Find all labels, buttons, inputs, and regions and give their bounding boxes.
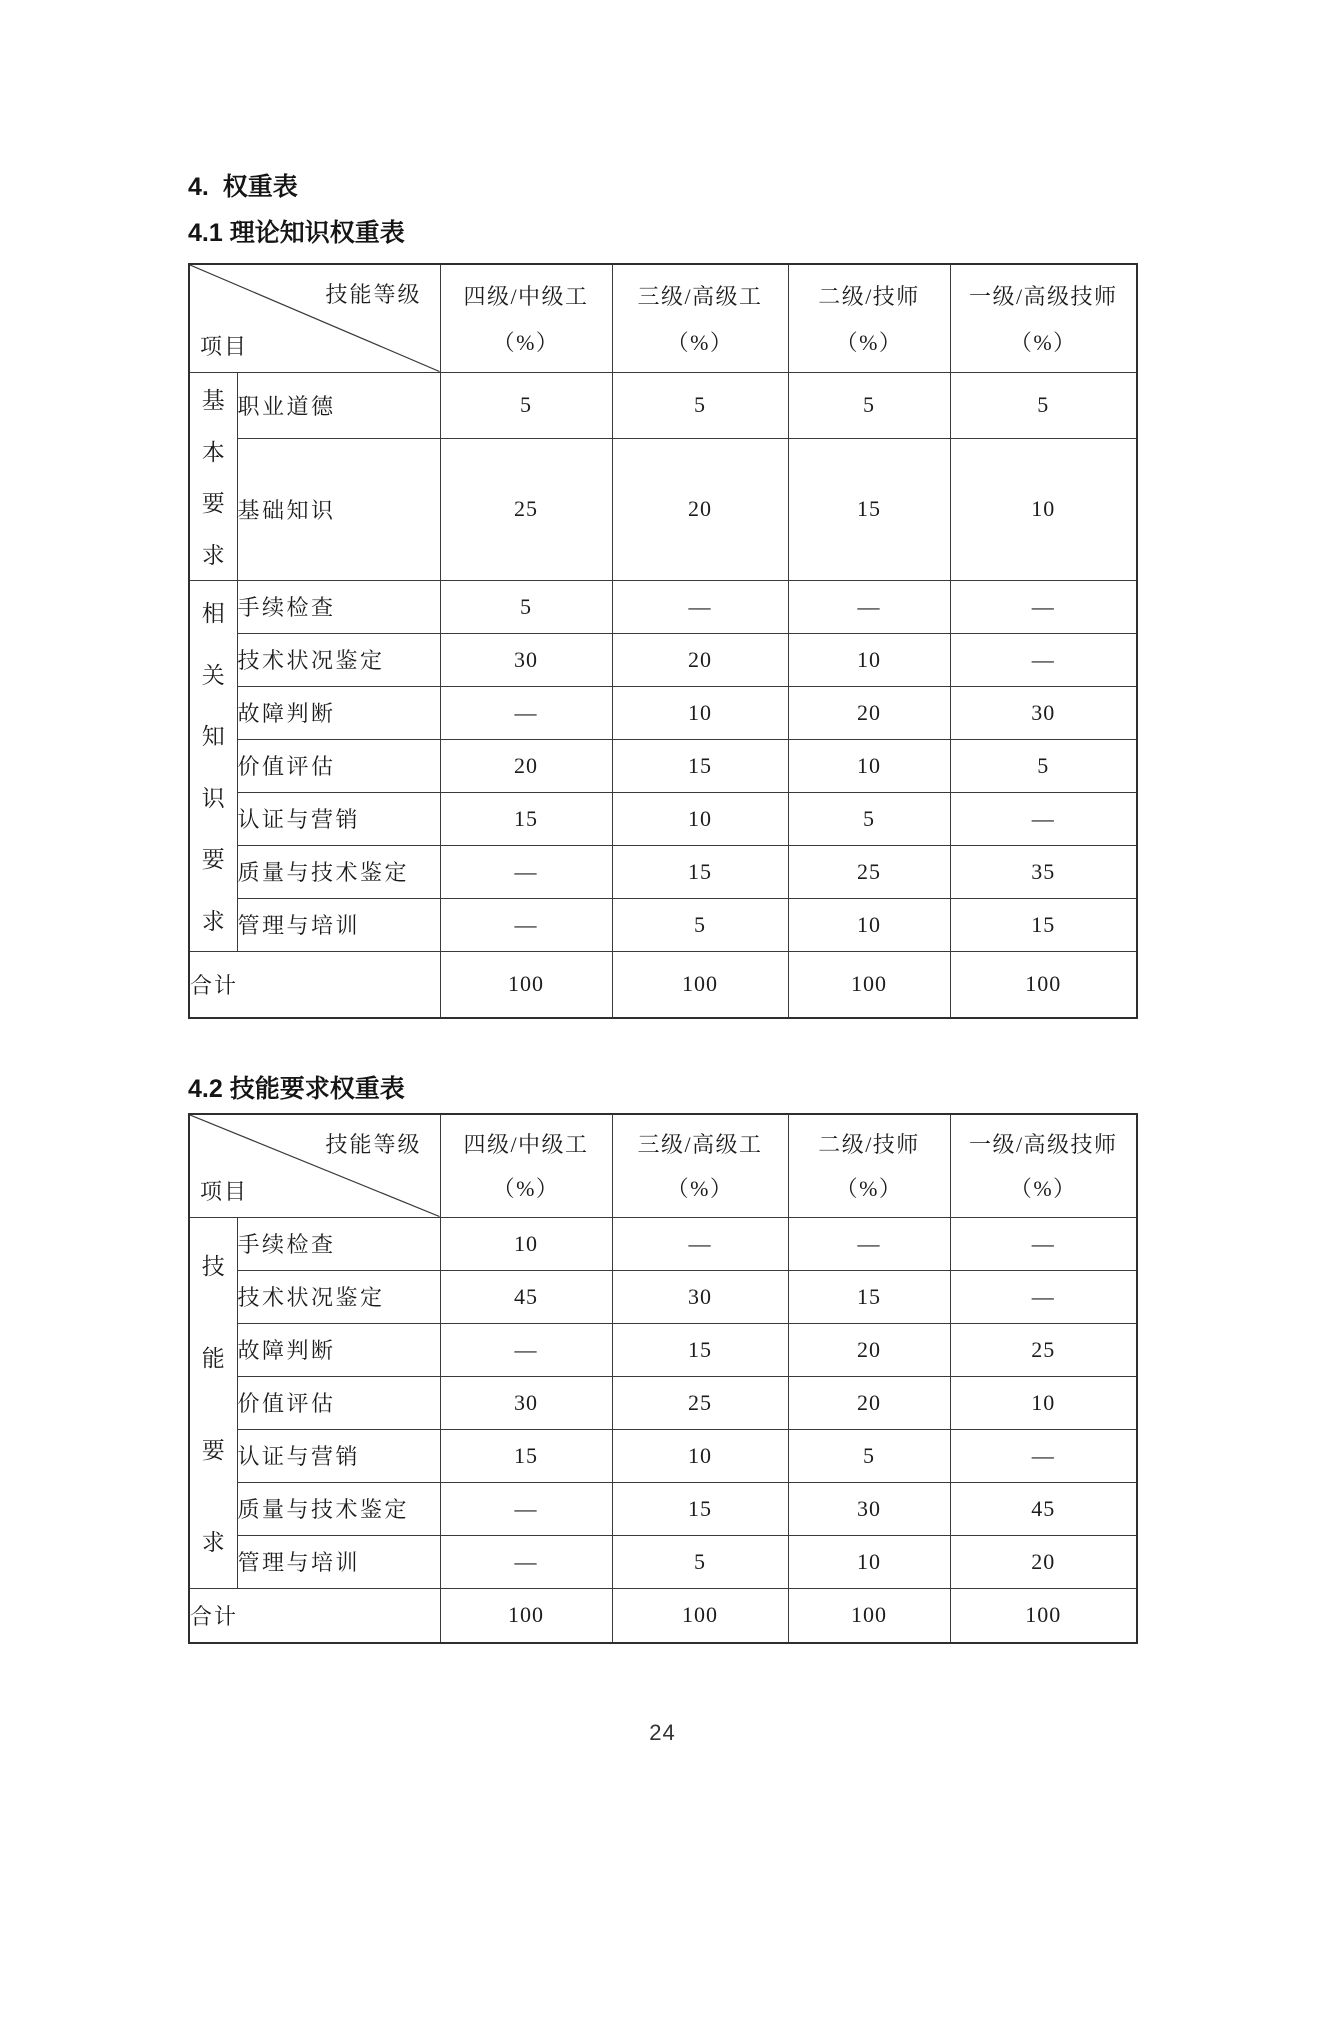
value-cell: 10 — [950, 1376, 1137, 1429]
value-cell: — — [440, 898, 612, 951]
column-unit: （%） — [492, 1176, 560, 1202]
table-row — [189, 739, 1137, 792]
column-name: 一级/高级技师 — [968, 283, 1118, 309]
group-label-skill-requirements: 技 能 要 求 — [189, 1217, 237, 1588]
value-cell: — — [950, 1270, 1137, 1323]
corner-label-skill-level: 技能等级 — [325, 1132, 422, 1157]
column-name: 四级/中级工 — [463, 283, 589, 309]
value-cell: 5 — [612, 898, 788, 951]
column-unit: （%） — [666, 329, 734, 355]
group-label-related-knowledge: 相 关 知 识 要 求 — [189, 580, 237, 951]
table-row — [189, 792, 1137, 845]
value-cell: 15 — [788, 1270, 950, 1323]
column-unit: （%） — [666, 1176, 734, 1202]
value-cell: 20 — [788, 1323, 950, 1376]
group-label-basic-requirements: 基 本 要 求 — [189, 372, 237, 580]
corner-label-item: 项目 — [200, 1178, 249, 1204]
value-cell: 15 — [612, 1482, 788, 1535]
table-row — [189, 580, 1137, 633]
value-cell: — — [950, 633, 1137, 686]
item-cell: 手续检查 — [237, 580, 440, 633]
value-cell: 30 — [440, 1376, 612, 1429]
table-row — [189, 372, 1137, 438]
value-cell: 20 — [612, 633, 788, 686]
total-value-cell: 100 — [788, 1588, 950, 1643]
value-cell: 5 — [440, 372, 612, 438]
table-row — [189, 898, 1137, 951]
value-cell: — — [950, 1217, 1137, 1270]
value-cell: 25 — [950, 1323, 1137, 1376]
value-cell: 15 — [612, 845, 788, 898]
value-cell: 20 — [612, 438, 788, 580]
column-unit: （%） — [492, 329, 560, 355]
column-header — [612, 1114, 788, 1217]
column-name: 三级/高级工 — [637, 283, 763, 309]
table-row — [189, 633, 1137, 686]
table2-title: 4.2 技能要求权重表 — [188, 1075, 405, 1103]
value-cell: — — [788, 580, 950, 633]
table-row — [189, 686, 1137, 739]
value-cell: — — [440, 1323, 612, 1376]
value-cell: — — [440, 1482, 612, 1535]
column-name: 四级/中级工 — [463, 1132, 589, 1158]
corner-cell — [189, 1114, 440, 1217]
item-cell: 管理与培训 — [237, 898, 440, 951]
item-cell: 管理与培训 — [237, 1535, 440, 1588]
total-row — [189, 951, 1137, 1018]
table-row — [189, 1482, 1137, 1535]
value-cell: 30 — [788, 1482, 950, 1535]
value-cell: 20 — [788, 1376, 950, 1429]
value-cell: 20 — [440, 739, 612, 792]
value-cell: 15 — [612, 1323, 788, 1376]
item-cell: 价值评估 — [237, 739, 440, 792]
table-row — [189, 438, 1137, 580]
value-cell: — — [950, 792, 1137, 845]
column-header — [612, 264, 788, 372]
table-row — [189, 1323, 1137, 1376]
value-cell: — — [950, 1429, 1137, 1482]
value-cell: — — [788, 1217, 950, 1270]
item-cell: 职业道德 — [237, 372, 440, 438]
value-cell: — — [612, 1217, 788, 1270]
value-cell: 10 — [440, 1217, 612, 1270]
item-cell: 基础知识 — [237, 438, 440, 580]
table-row — [189, 845, 1137, 898]
value-cell: 45 — [950, 1482, 1137, 1535]
value-cell: — — [440, 845, 612, 898]
value-cell: — — [612, 580, 788, 633]
value-cell: 5 — [950, 739, 1137, 792]
value-cell: 10 — [612, 686, 788, 739]
total-value-cell: 100 — [950, 1588, 1137, 1643]
column-header — [440, 1114, 612, 1217]
document-page — [0, 172, 1323, 2043]
total-row — [189, 1588, 1137, 1643]
value-cell: 15 — [612, 739, 788, 792]
column-name: 一级/高级技师 — [968, 1132, 1118, 1158]
total-value-cell: 100 — [440, 1588, 612, 1643]
value-cell: 20 — [788, 686, 950, 739]
value-cell: 10 — [788, 1535, 950, 1588]
value-cell: 20 — [950, 1535, 1137, 1588]
value-cell: 30 — [612, 1270, 788, 1323]
value-cell: 10 — [788, 633, 950, 686]
table-row — [189, 1429, 1137, 1482]
skill-requirement-weight-table — [188, 1113, 1138, 1644]
column-unit: （%） — [835, 329, 903, 355]
value-cell: 5 — [612, 372, 788, 438]
item-cell: 质量与技术鉴定 — [237, 845, 440, 898]
column-unit: （%） — [1009, 1176, 1077, 1202]
value-cell: 10 — [788, 739, 950, 792]
value-cell: 5 — [788, 1429, 950, 1482]
total-value-cell: 100 — [612, 951, 788, 1018]
column-header — [950, 1114, 1137, 1217]
value-cell: 10 — [950, 438, 1137, 580]
column-unit: （%） — [1009, 329, 1077, 355]
value-cell: — — [950, 580, 1137, 633]
value-cell: 15 — [950, 898, 1137, 951]
value-cell: 15 — [788, 438, 950, 580]
total-value-cell: 100 — [950, 951, 1137, 1018]
corner-cell — [189, 264, 440, 372]
value-cell: 10 — [612, 1429, 788, 1482]
value-cell: 30 — [440, 633, 612, 686]
value-cell: 35 — [950, 845, 1137, 898]
value-cell: — — [440, 686, 612, 739]
table1-title: 4.1 理论知识权重表 — [188, 219, 405, 247]
column-header — [950, 264, 1137, 372]
value-cell: 10 — [612, 792, 788, 845]
column-name: 三级/高级工 — [637, 1132, 763, 1158]
value-cell: 10 — [788, 898, 950, 951]
value-cell: 5 — [788, 792, 950, 845]
column-header — [788, 1114, 950, 1217]
value-cell: 45 — [440, 1270, 612, 1323]
total-value-cell: 100 — [612, 1588, 788, 1643]
total-value-cell: 100 — [440, 951, 612, 1018]
item-cell: 技术状况鉴定 — [237, 633, 440, 686]
table-row — [189, 1270, 1137, 1323]
column-name: 二级/技师 — [818, 1132, 920, 1158]
value-cell: — — [440, 1535, 612, 1588]
page-content — [188, 172, 1137, 1746]
total-label: 合计 — [189, 951, 440, 1018]
item-cell: 质量与技术鉴定 — [237, 1482, 440, 1535]
item-cell: 技术状况鉴定 — [237, 1270, 440, 1323]
item-cell: 故障判断 — [237, 686, 440, 739]
value-cell: 15 — [440, 1429, 612, 1482]
item-cell: 认证与营销 — [237, 1429, 440, 1482]
item-cell: 故障判断 — [237, 1323, 440, 1376]
value-cell: 25 — [440, 438, 612, 580]
item-cell: 认证与营销 — [237, 792, 440, 845]
table-row — [189, 1217, 1137, 1270]
corner-label-item: 项目 — [200, 333, 249, 359]
value-cell: 5 — [950, 372, 1137, 438]
value-cell: 25 — [788, 845, 950, 898]
value-cell: 5 — [788, 372, 950, 438]
value-cell: 5 — [612, 1535, 788, 1588]
column-header — [788, 264, 950, 372]
value-cell: 25 — [612, 1376, 788, 1429]
column-unit: （%） — [835, 1176, 903, 1202]
value-cell: 30 — [950, 686, 1137, 739]
corner-label-skill-level: 技能等级 — [325, 282, 422, 307]
table-row — [189, 1535, 1137, 1588]
item-cell: 价值评估 — [237, 1376, 440, 1429]
item-cell: 手续检查 — [237, 1217, 440, 1270]
table-row — [189, 1376, 1137, 1429]
section-heading: 4. 权重表 — [188, 173, 298, 201]
total-label: 合计 — [189, 1588, 440, 1643]
column-header — [440, 264, 612, 372]
theory-knowledge-weight-table — [188, 263, 1138, 1019]
value-cell: 5 — [440, 580, 612, 633]
column-name: 二级/技师 — [818, 283, 920, 309]
page-number: 24 — [649, 1720, 676, 1745]
value-cell: 15 — [440, 792, 612, 845]
total-value-cell: 100 — [788, 951, 950, 1018]
